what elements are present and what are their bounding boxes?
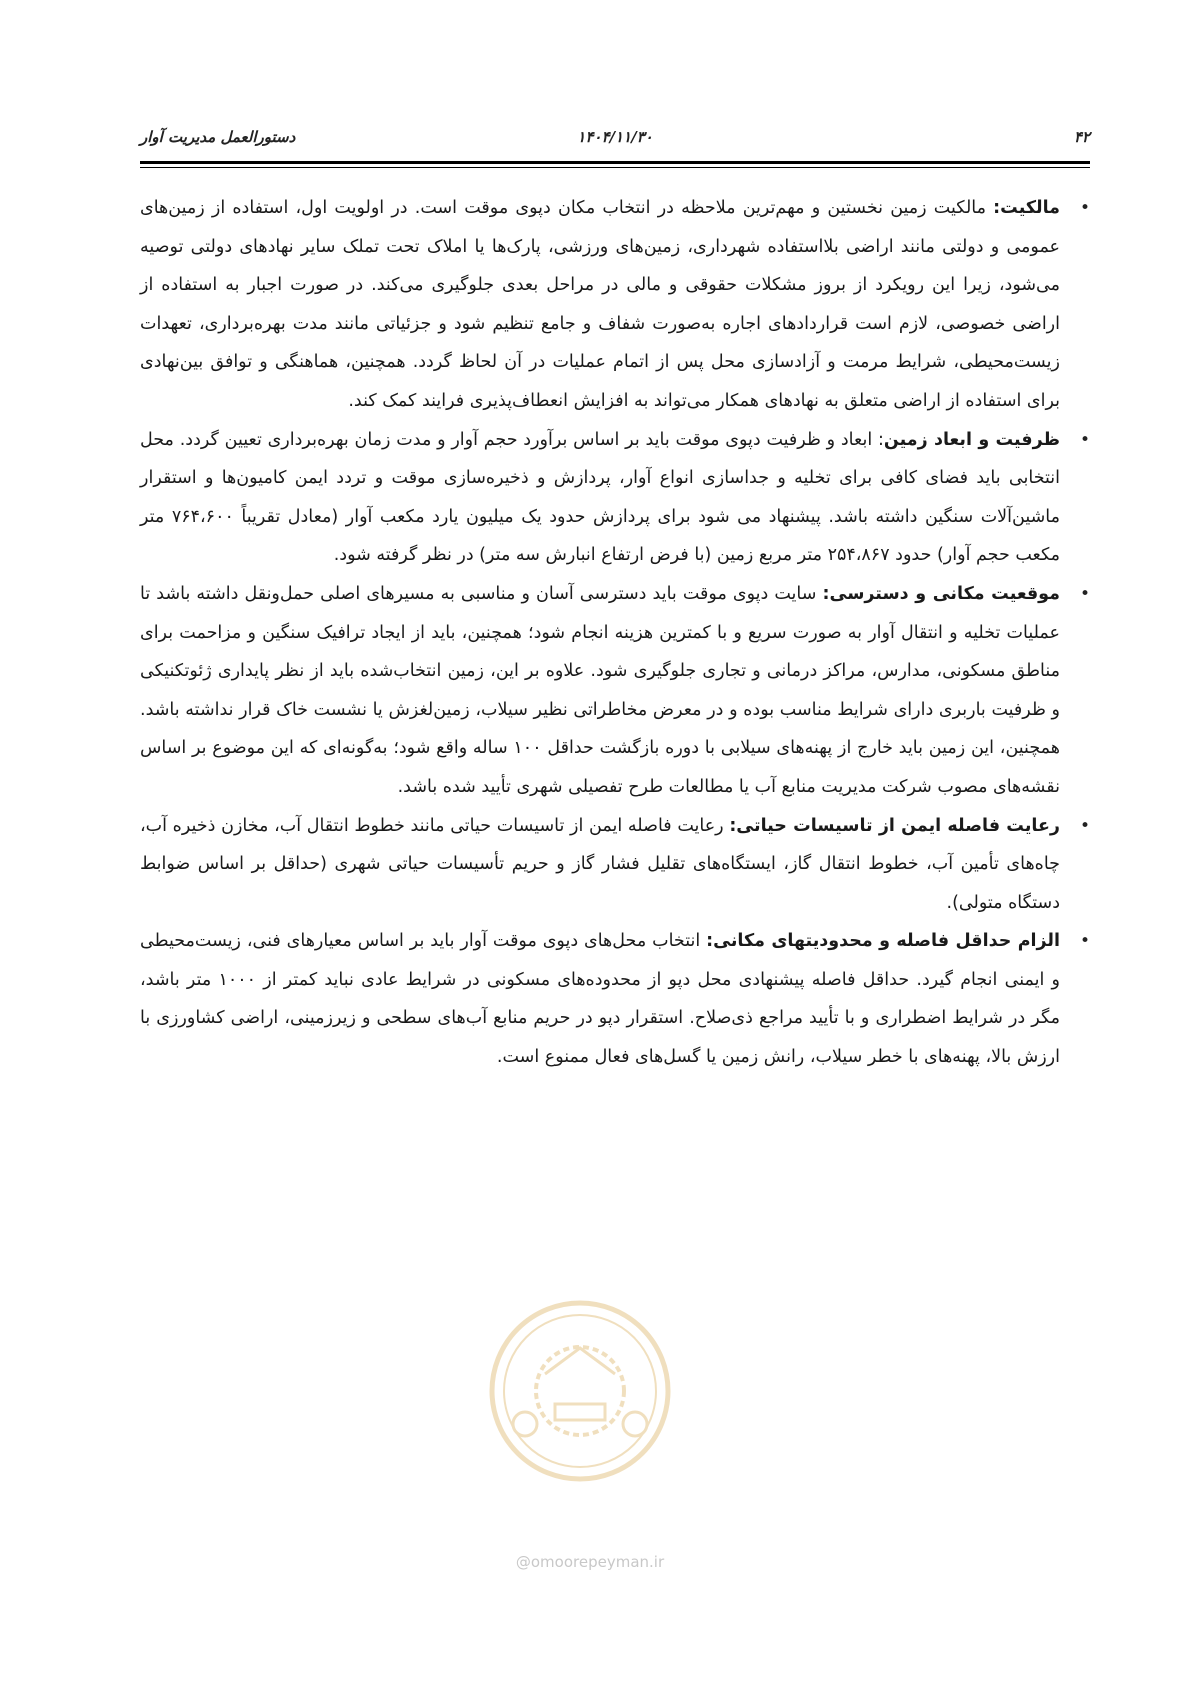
bullet-text: : ابعاد و ظرفیت دپوی موقت باید بر اساس برآورد حجم آوار و مدت زمان بهره‌برداری تعیین گردد. محل انتخابی باید فضای کافی برای تخلیه و جداسازی انواع آوار، پردازش و ذخیره‌سازی موقت و تردد ایمن کامیون‌ها و استقرار ماشین‌آلات سنگین داشته باشد. پیشنهاد می شود برای پردازش حدود یک میلیون یارد مکعب آوار (معادل تقریباً ۷۶۴،۶۰۰ متر مکعب حجم آوار) حدود ۲۵۴،۸۶۷ متر مربع زمین (با فرض ارتفاع انبارش سه متر) در نظر گرفته شود. <box>140 429 1060 566</box>
watermark-text: @omoorepeyman.ir <box>515 1553 665 1571</box>
bullet-item-minimum-distance <box>140 922 1060 1076</box>
bullet-item-location <box>140 575 1060 807</box>
bullet-text: رعایت فاصله ایمن از تاسیسات حیاتی مانند خطوط انتقال آب، مخازن ذخیره آب، چاه‌های تأمین آب، خطوط انتقال گاز، ایستگاه‌های تقلیل فشار گاز و حریم تأسیسات حیاتی شهری (حداقل بر اساس ضوابط دستگاه متولی). <box>140 815 1060 913</box>
bullet-list <box>140 189 1090 1077</box>
page-header <box>140 128 1090 152</box>
header-rule-thin <box>140 167 1090 168</box>
bullet-item-safe-distance <box>140 807 1060 923</box>
watermark-seal-icon <box>485 1296 675 1486</box>
header-title: دستورالعمل مدیریت آوار <box>140 128 296 146</box>
bullet-heading: رعایت فاصله ایمن از تاسیسات حیاتی: <box>729 815 1061 836</box>
bullet-heading: ظرفیت و ابعاد زمین <box>883 429 1061 450</box>
bullet-item-ownership <box>140 189 1060 421</box>
bullet-text: مالکیت زمین نخستین و مهم‌ترین ملاحظه در انتخاب مکان دپوی موقت است. در اولویت اول، استفاده از زمین‌های عمومی و دولتی مانند اراضی بلااستفاده شهرداری، زمین‌های ورزشی، پارک‌ها یا املاک تحت تملک سایر نهادهای دولتی توصیه می‌شود، زیرا این رویکرد از بروز مشکلات حقوقی و مالی در مراحل بعدی جلوگیری می‌کند. در صورت اجبار به استفاده از اراضی خصوصی، لازم است قراردادهای اجاره به‌صورت شفاف و جامع تنظیم شود و جزئیاتی مانند مدت بهره‌برداری، تعهدات زیست‌محیطی، شرایط مرمت و آزادسازی محل پس از اتمام عملیات در آن لحاظ گردد. همچنین، هماهنگی و توافق بین‌نهادی برای استفاده از اراضی متعلق به نهادهای همکار می‌تواند به افزایش انعطاف‌پذیری فرایند کمک کند. <box>140 198 1060 411</box>
bullet-heading: مالکیت: <box>993 198 1060 218</box>
bullet-heading: موقعیت مکانی و دسترسی: <box>822 583 1060 604</box>
document-body <box>140 189 1090 1077</box>
bullet-text: سایت دپوی موقت باید دسترسی آسان و مناسبی به مسیرهای اصلی حمل‌ونقل داشته باشد تا عملیات تخلیه و انتقال آوار به صورت سریع و با کمترین هزینه انجام شود؛ همچنین، باید از ایجاد ترافیک سنگین و مزاحمت برای مناطق مسکونی، مدارس، مراکز درمانی و تجاری جلوگیری شود. علاوه بر این، زمین انتخاب‌شده باید از نظر پایداری ژئوتکنیکی و ظرفیت باربری دارای شرایط مناسب بوده و در معرض مخاطراتی نظیر سیلاب، زمین‌لغزش یا نشست خاک قرار نداشته باشد. همچنین، این زمین باید خارج از پهنه‌های سیلابی با دوره بازگشت حداقل ۱۰۰ ساله واقع شود؛ به‌گونه‌ای که این موضوع بر اساس نقشه‌های مصوب شرکت مدیریت منابع آب یا مطالعات طرح تفصیلی شهری تأیید شده باشد. <box>140 583 1060 797</box>
page-number: ۴۲ <box>1073 128 1090 146</box>
bullet-item-capacity <box>140 421 1060 575</box>
header-date: ۱۴۰۴/۱۱/۳۰ <box>577 128 653 146</box>
header-rule-thick <box>140 161 1090 164</box>
bullet-text: انتخاب محل‌های دپوی موقت آوار باید بر اساس معیارهای فنی، زیست‌محیطی و ایمنی انجام گیرد. حداقل فاصله پیشنهادی محل دپو از محدوده‌های مسکونی در شرایط عادی نباید کمتر از ۱۰۰۰ متر باشد، مگر در شرایط اضطراری و با تأیید مراجع ذی‌صلاح. استقرار دپو در حریم منابع آب‌های سطحی و زیرزمینی، اراضی کشاورزی با ارزش بالا، پهنه‌های با خطر سیلاب، رانش زمین یا گسل‌های فعال ممنوع است. <box>140 931 1060 1068</box>
bullet-heading: الزام حداقل فاصله و محدودیتهای مکانی: <box>706 931 1061 952</box>
